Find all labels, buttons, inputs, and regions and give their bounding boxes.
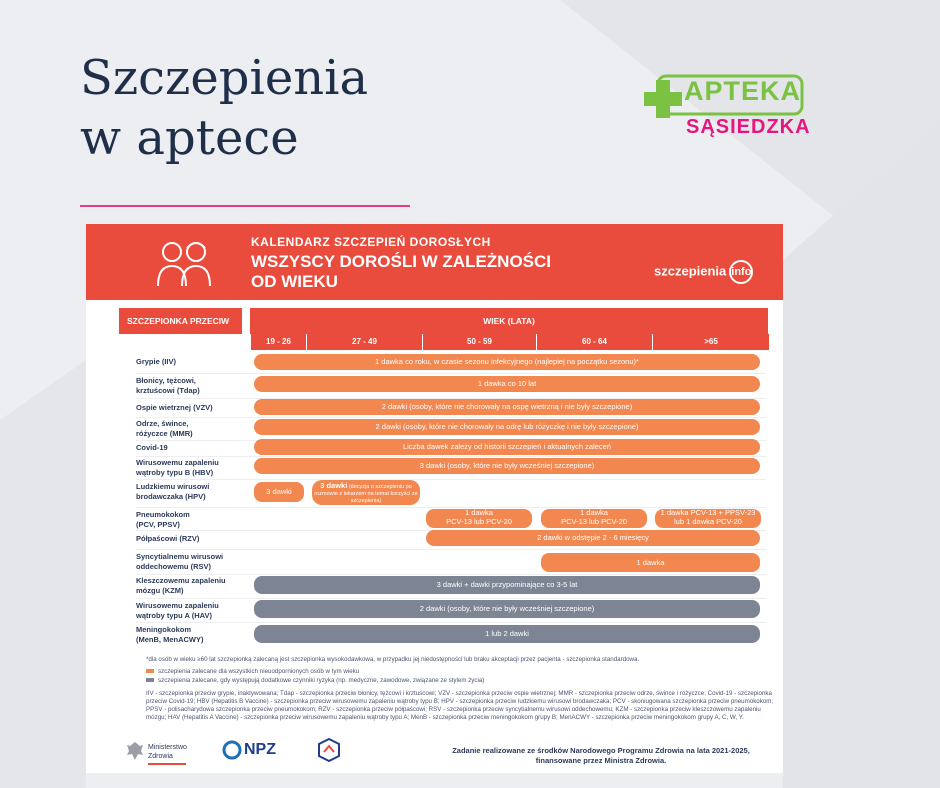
bar-line: lub 1 dawka PCV-20 <box>674 516 742 526</box>
row-label-line: Syncytialnemu wirusowi <box>136 552 224 561</box>
ministry-line2: Zdrowia <box>148 753 173 760</box>
row-label-covid <box>136 443 248 453</box>
bar-kzm: 3 dawki + dawki przypominające co 3-5 lat <box>254 576 760 594</box>
row-label-line: wątroby typu A (HAV) <box>136 611 212 620</box>
row-label-tdap <box>136 376 248 396</box>
row-label-line: brodawczaka (HPV) <box>136 492 206 501</box>
row-label-rzv <box>136 534 248 544</box>
bar-hpv-27-49-main: 3 dawki <box>320 481 348 490</box>
npz-text: NPZ <box>244 741 276 758</box>
npz-circle-icon <box>222 740 242 760</box>
calendar-banner <box>86 224 783 300</box>
bar-hpv-19-26: 3 dawki <box>254 482 304 502</box>
eagle-emblem-icon <box>126 740 144 762</box>
row-label-mmr <box>136 419 248 439</box>
apteka-sasiedzka-logo <box>644 70 814 150</box>
age-group-50-59: 50 - 59 <box>422 334 536 350</box>
banner-subtitle: KALENDARZ SZCZEPIEŃ DOROSŁYCH <box>251 235 491 249</box>
row-label-line: (MenB, MenACWY) <box>136 635 204 644</box>
bar-hav: 2 dawki (osoby, które nie były wcześniej szczepione) <box>254 600 760 618</box>
row-label-line: Wirusowemu zapaleniu <box>136 458 219 467</box>
row-label-line: Meningokokom <box>136 625 192 634</box>
bar-hpv-27-49-note: (decyzja o szczepieniu po rozmowie z lekarzem na temat korzyści ze szczepienia) <box>314 484 418 504</box>
row-label-line: Grypie (IIV) <box>136 357 177 366</box>
funding-note <box>451 746 751 766</box>
row-label-meningococcal <box>136 625 248 645</box>
szczepienia-info-logo <box>654 260 753 284</box>
row-separator <box>136 456 766 457</box>
row-label-pneumococcal <box>136 510 248 530</box>
bar-tdap: 1 dawka co 10 lat <box>254 376 760 392</box>
row-separator <box>136 622 766 623</box>
row-label-line: Półpaścowi (RZV) <box>136 534 200 543</box>
row-separator <box>136 479 766 480</box>
row-label-line: Ludzkiemu wirusowi <box>136 482 210 491</box>
row-label-line: (PCV, PPSV) <box>136 520 180 529</box>
row-label-line: Wirusowemu zapaleniu <box>136 601 219 610</box>
age-group-19-26: 19 - 26 <box>250 334 306 350</box>
row-separator <box>136 507 766 508</box>
row-separator <box>136 417 766 418</box>
row-label-rsv <box>136 552 248 572</box>
row-label-vzv <box>136 403 248 413</box>
row-label-line: Błonicy, tężcowi, <box>136 376 196 385</box>
age-group-27-49: 27 - 49 <box>306 334 422 350</box>
brand-text: szczepienia <box>654 263 727 279</box>
row-label-line: różyczce (MMR) <box>136 429 193 438</box>
abbreviations: IIV - szczepionka przeciw grypie, inaktywowana; Tdap - szczepionka przeciw błonicy, tężcowi i krztuścowi; VZV - szczepionka przeciw ospie wietrznej; MMR - szczepionka przeciw odrze, śwince i różyczce; Covid-19 - szczepionka przeciw Covid-19; HBV (Hepatitis B Vaccine) - szczepionka przeciw wirusowemu zapaleniu wątroby typu B; HPV - szczepionka przeciw ludzkiemu wirusowi brodawczaka; PCV - skoniugowana szczepionka przeciw pneumokokom; PPSV - polisacharydowa szczepionka przeciw pneumokokom; RZV - szczepionka przeciw półpaścowi; RSV - szczepionka przeciw syncytialnemu wirusowi oddechowemu; KZM - szczepionka przeciw kleszczowemu zapaleniu mózgu; HAV (Hepatitis A Vaccine) - szczepionka przeciw wirusowemu zapaleniu wątroby typu A; MenB - szczepionka przeciw meningokokom grupy B; MenACWY - szczepionka przeciw meningokokom grupy A, C, W, Y. <box>146 690 774 721</box>
legend-orange <box>146 668 359 676</box>
bar-pneumococcal-60-64 <box>541 509 647 528</box>
logo-word-sasiedzka: SĄSIEDZKA <box>686 116 811 138</box>
row-label-flu <box>136 357 248 367</box>
row-label-line: mózgu (KZM) <box>136 586 184 595</box>
banner-title <box>251 252 551 292</box>
bar-rsv: 1 dawka <box>541 553 760 572</box>
institute-logo <box>318 738 340 764</box>
funding-line2: finansowane przez Ministra Zdrowia. <box>535 756 667 765</box>
vaccination-calendar-card <box>86 224 783 773</box>
row-label-line: wątroby typu B (HBV) <box>136 468 214 477</box>
banner-title-line1: WSZYSCY DOROŚLI W ZALEŻNOŚCI <box>251 252 552 271</box>
bar-line: PCV-13 lub PCV-20 <box>446 516 512 526</box>
row-label-line: Odrze, śwince, <box>136 419 189 428</box>
info-icon: info <box>729 260 753 284</box>
page-title-line2: w aptece <box>80 110 299 166</box>
title-underline <box>80 205 410 207</box>
bar-hbv: 3 dawki (osoby, które nie były wcześniej szczepione) <box>254 458 760 474</box>
bar-line: 1 dawka PCV-13 + PPSV-23 <box>660 509 756 517</box>
people-icon <box>152 238 216 288</box>
bar-vzv: 2 dawki (osoby, które nie chorowały na ospę wietrzną i nie były szczepione) <box>254 399 760 415</box>
legend-gray-swatch <box>146 678 154 682</box>
ministry-underline <box>148 763 186 765</box>
row-label-hbv <box>136 458 248 478</box>
page-title <box>80 48 368 168</box>
logo-word-apteka: APTEKA <box>684 76 802 106</box>
row-separator <box>136 574 766 575</box>
row-label-line: Pneumokokom <box>136 510 190 519</box>
bar-covid: Liczba dawek zależy od historii szczepień i aktualnych zaleceń <box>254 439 760 455</box>
banner-title-line2: OD WIEKU <box>251 272 338 291</box>
row-label-kzm <box>136 576 248 596</box>
bar-meningococcal: 1 lub 2 dawki <box>254 625 760 643</box>
row-separator <box>136 598 766 599</box>
column-header-vaccine: SZCZEPIONKA PRZECIW <box>119 308 242 334</box>
bar-flu: 1 dawka co roku, w czasie sezonu infekcyjnego (najlepiej na początku sezonu)* <box>254 354 760 370</box>
page-title-line1: Szczepienia <box>80 50 369 106</box>
bar-rzv: 2 dawki w odstępie 2 - 6 miesięcy <box>426 530 760 546</box>
age-group-60-64: 60 - 64 <box>536 334 652 350</box>
funding-line1: Zadanie realizowane ze środków Narodowego Programu Zdrowia na lata 2021-2025, <box>452 746 750 755</box>
bar-mmr: 2 dawki (osoby, które nie chorowały na odrę lub różyczkę i nie były szczepione) <box>254 419 760 435</box>
row-separator <box>136 549 766 550</box>
bar-line: 1 dawka <box>465 509 493 517</box>
row-separator <box>136 373 766 374</box>
row-label-line: oddechowemu (RSV) <box>136 562 212 571</box>
age-group-65-plus: >65 <box>652 334 769 350</box>
bar-line: 1 dawka <box>580 509 608 517</box>
bar-pneumococcal-50-59 <box>426 509 532 528</box>
row-label-line: Ospie wietrznej (VZV) <box>136 403 213 412</box>
legend-gray-text: szczepienia zalecane, gdy występują dodatkowe czynniki ryzyka (np. medyczne, zawodowe, związane ze stylem życia) <box>158 677 485 684</box>
ministry-line1: Ministerstwo <box>148 744 187 751</box>
row-label-line: Covid-19 <box>136 443 168 452</box>
column-header-age: WIEK (LATA) <box>250 308 768 334</box>
legend-orange-text: szczepienia zalecane dla wszystkich nieuodpornionych osób w tym wieku <box>158 668 360 675</box>
bar-pneumococcal-65-plus <box>655 509 761 528</box>
row-label-hav <box>136 601 248 621</box>
row-label-line: krztuścowi (Tdap) <box>136 386 200 395</box>
footnote: *dla osób w wieku ≥60 lat szczepionką zalecaną jest szczepionka wysokodawkowa, w przypadku jej niedostępności lub braku akceptacji przez pacjenta - szczepionka standardowa. <box>146 656 640 663</box>
legend-gray <box>146 677 484 685</box>
bar-hpv-27-49 <box>312 480 420 505</box>
row-label-line: Kleszczowemu zapaleniu <box>136 576 226 585</box>
legend-orange-swatch <box>146 669 154 673</box>
row-label-hpv <box>136 482 248 502</box>
bar-line: PCV-13 lub PCV-20 <box>561 516 627 526</box>
institute-emblem-icon <box>318 738 340 762</box>
